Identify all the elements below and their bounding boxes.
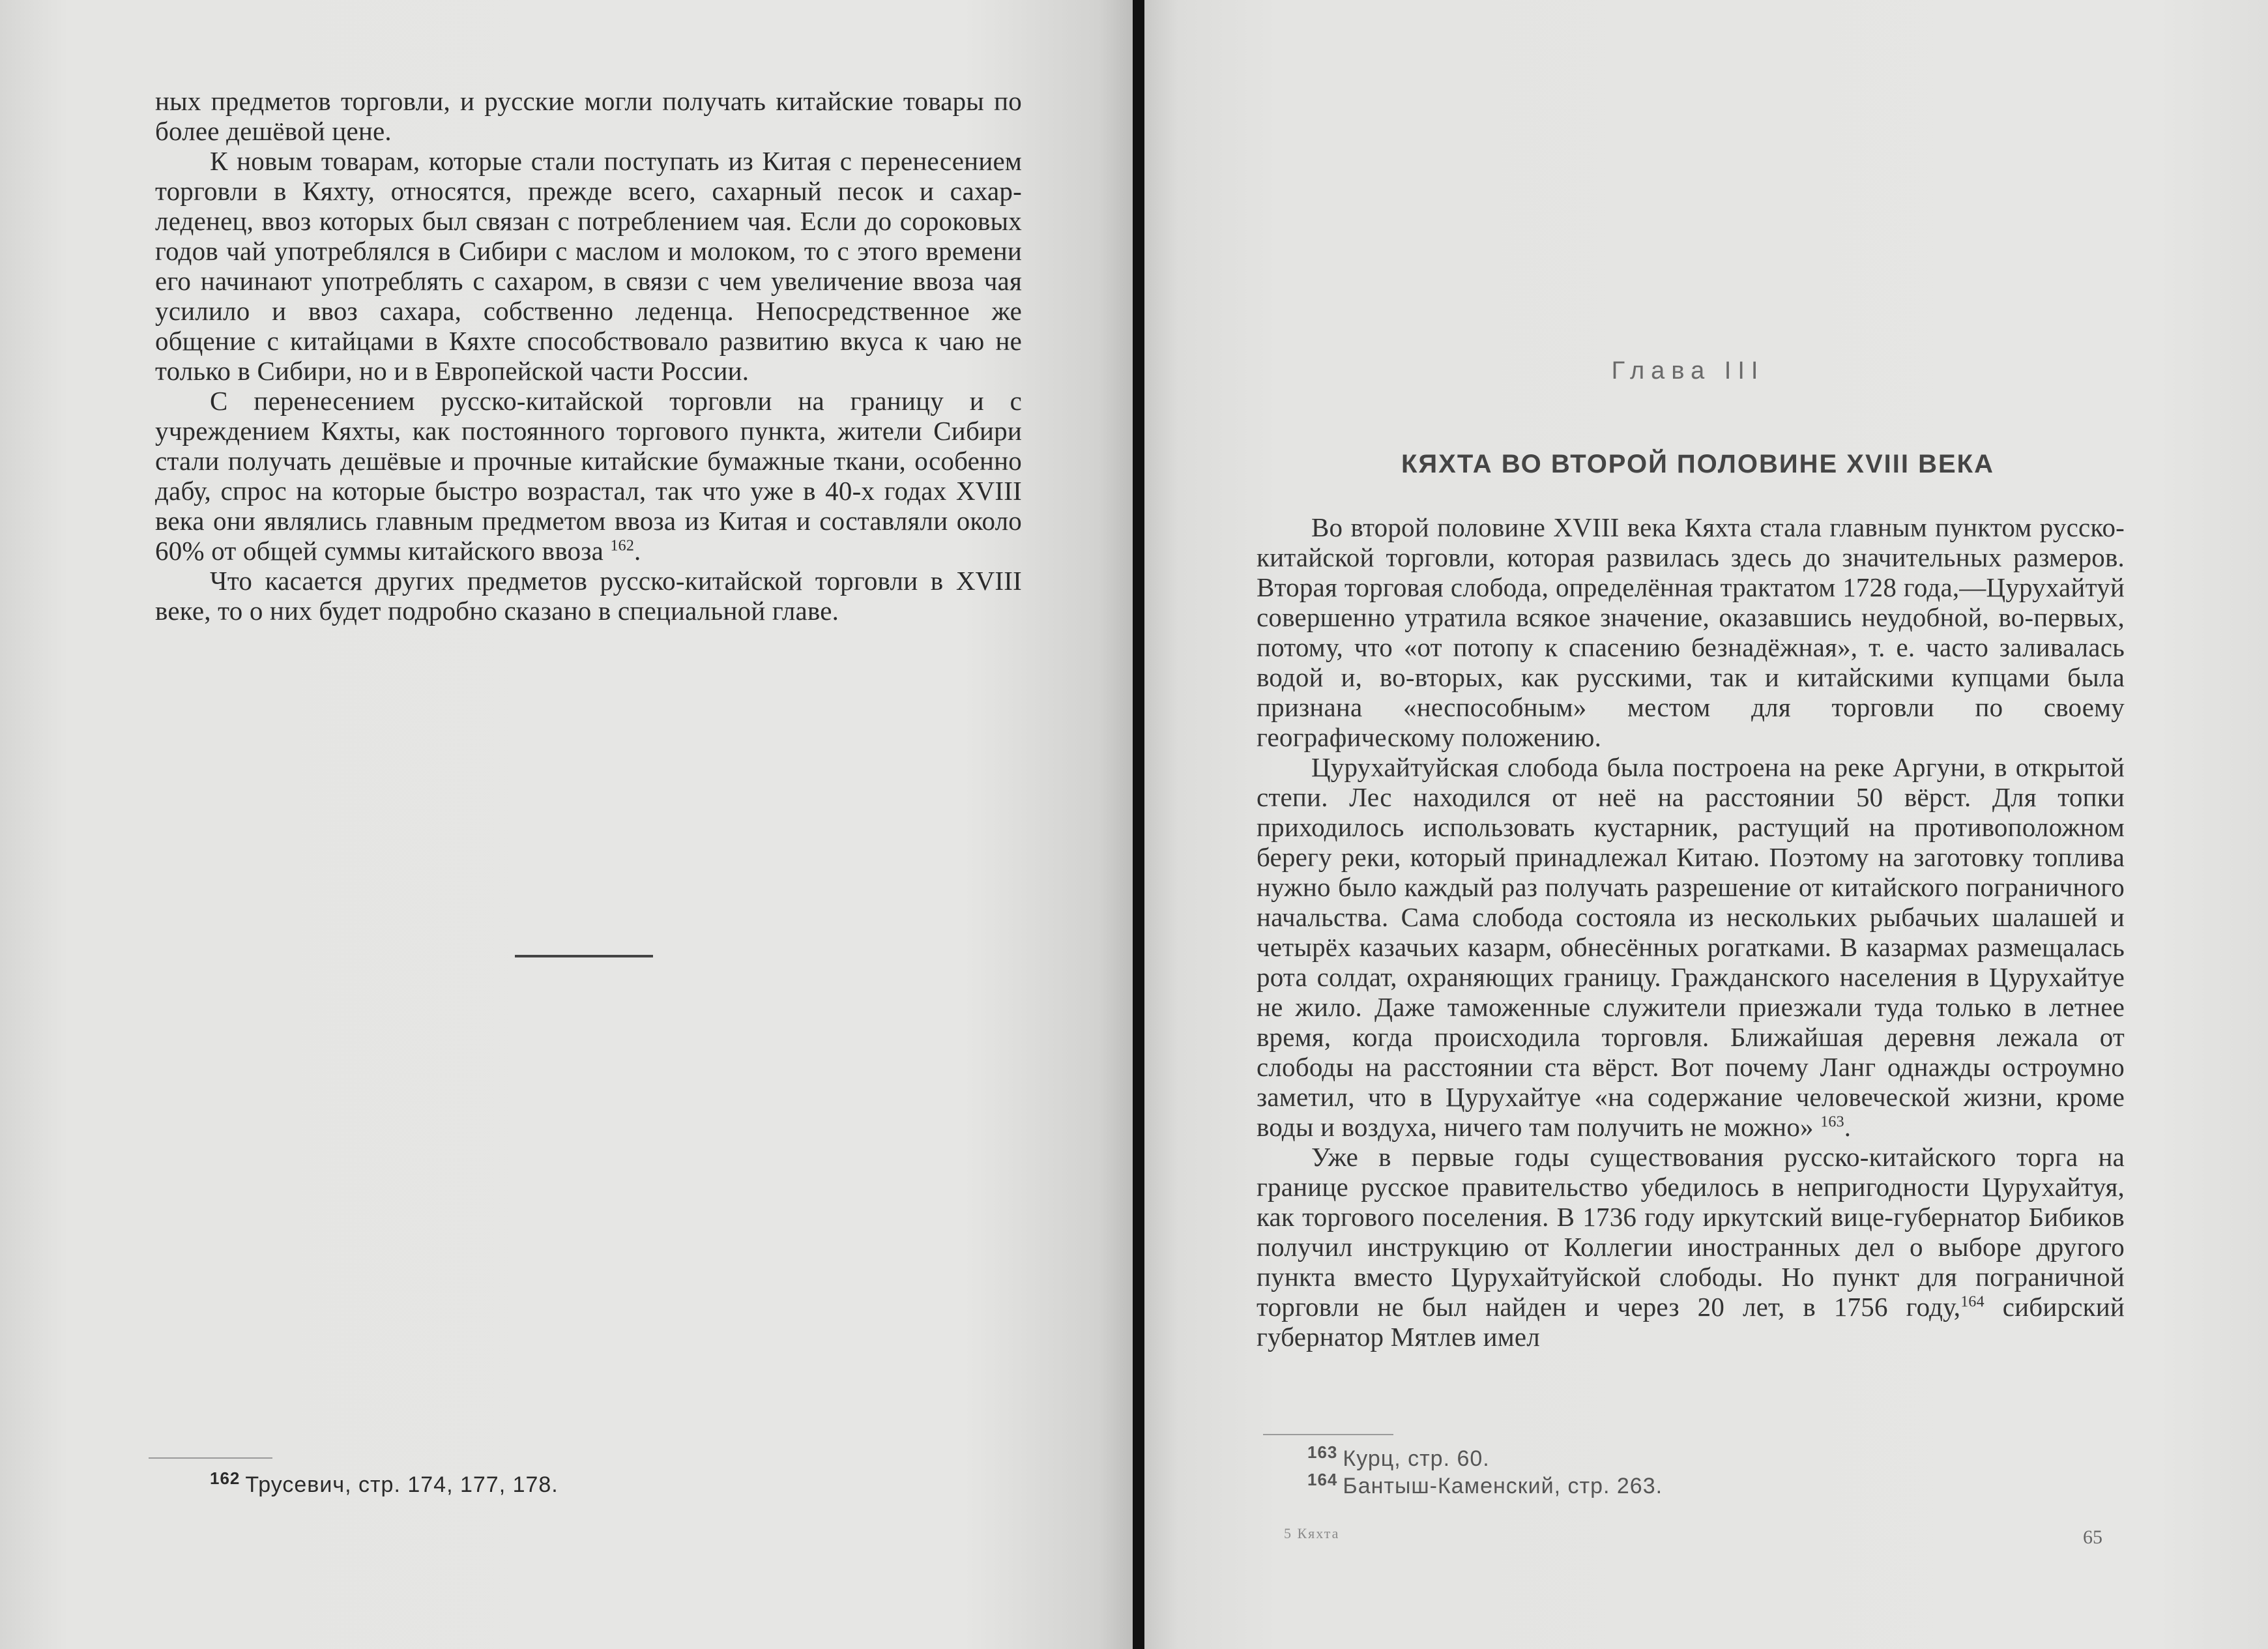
left-paragraph-4: Что касается других предметов русско-китайской торговли в XVIII веке, то о них будет подробно сказано в специальной главе. xyxy=(155,566,1022,626)
left-footnote xyxy=(210,1468,559,1498)
footnote-text: Трусевич, стр. 174, 177, 178. xyxy=(245,1472,559,1497)
footnote-text-163: Курц, стр. 60. xyxy=(1343,1446,1490,1471)
page-number: 65 xyxy=(2083,1526,2102,1548)
right-footnote-divider xyxy=(1263,1434,1393,1435)
chapter-title: КЯХТА ВО ВТОРОЙ ПОЛОВИНЕ XVIII ВЕКА xyxy=(1401,450,1994,478)
right-paragraph-2-text: Цурухайтуйская слобода была построена на реке Аргуни, в открытой степи. Лес находился от неё на расстоянии 50 вёрст. Для топки приходилось использовать кустарник, растущий на противоположном берегу реки, который принадлежал Китаю. Поэтому на заготовку топлива нужно было каждый раз получать разрешение от китайского пограничного начальства. Сама слобода состояла из нескольких рыбачьих шалашей и четырёх казачьих казарм, обнесённых рогатками. В казармах размещалась рота солдат, охраняющих границу. Гражданского населения в Цурухайтуе не жило. Даже таможенные служители приезжали туда только в летнее время, когда происходила торговля. Ближайшая деревня лежала от слободы на расстоянии ста вёрст. Вот почему Ланг однажды остроумно заметил, что в Цурухайтуе «на содержание человеческой жизни, кроме воды и воздуха, ничего там получить не можно» xyxy=(1257,752,2125,1142)
right-body-text xyxy=(1257,512,2125,1352)
left-paragraph-3-text: С перенесением русско-китайской торговли на границу и с учреждением Кяхты, как постоянного торгового пункта, жители Сибири стали получать дешёвые и прочные китайские бумажные ткани, особенно дабу, спрос на которые быстро возрастал, так что уже в 40-х годах XVIII века они являлись главным предметом ввоза из Китая и составляли около 60% от общей суммы китайского ввоза xyxy=(155,386,1022,566)
right-footnote-163 xyxy=(1307,1442,1490,1472)
left-body-text xyxy=(155,86,1022,626)
printer-signature-mark: 5 Кяхта xyxy=(1284,1525,1340,1541)
left-paragraph-2: К новым товарам, которые стали поступать из Китая с перенесением торговли в Кяхту, относятся, прежде всего, сахарный песок и сахар-леденец, ввоз которых был связан с потреблением чая. Если до сороковых годов чай употреблялся в Сибири с маслом и молоком, то с этого времени его начинают употреблять с сахаром, в связи с чем увеличение ввоза чая усилило и ввоз сахара, собственно леденца. Непосредственное же общение с китайцами в Кяхте способствовало развитию вкуса к чаю не только в Сибири, но и в Европейской части России. xyxy=(155,146,1022,386)
left-paragraph-3: С перенесением русско-китайской торговли на границу и с учреждением Кяхты, как постоянного торгового пункта, жители Сибири стали получать дешёвые и прочные китайские бумажные ткани, особенно дабу, спрос на которые быстро возрастал, так что уже в 40-х годах XVIII века они являлись главным предметом ввоза из Китая и составляли около 60% от общей суммы китайского ввоза $^{162}$. xyxy=(155,386,1022,566)
right-footnote-164 xyxy=(1307,1469,1663,1499)
right-paragraph-3-tail: сибирский губернатор Мятлев имел xyxy=(1257,1292,2125,1352)
footnote-text-164: Бантыш-Каменский, стр. 263. xyxy=(1343,1474,1663,1498)
footnote-number: 162 xyxy=(210,1468,240,1488)
footnote-number-164: 164 xyxy=(1307,1469,1338,1489)
left-page xyxy=(0,0,1133,1649)
footnote-divider xyxy=(149,1457,272,1459)
footnote-ref-163: 163 xyxy=(1820,1113,1844,1131)
footnote-ref-162: 162 xyxy=(610,537,635,555)
book-spine xyxy=(1133,0,1144,1649)
footnote-ref-164: 164 xyxy=(1960,1293,1984,1311)
right-paragraph-3 xyxy=(1257,1142,2125,1352)
right-paragraph-2: Цурухайтуйская слобода была построена на реке Аргуни, в открытой степи. Лес находился от неё на расстоянии 50 вёрст. Для топки приходилось использовать кустарник, растущий на противоположном берегу реки, который принадлежал Китаю. Поэтому на заготовку топлива нужно было каждый раз получать разрешение от китайского пограничного начальства. Сама слобода состояла из нескольких рыбачьих шалашей и четырёх казачьих казарм, обнесённых рогатками. В казармах размещалась рота солдат, охраняющих границу. Гражданского населения в Цурухайтуе не жило. Даже таможенные служители приезжали туда только в летнее время, когда происходила торговля. Ближайшая деревня лежала от слободы на расстоянии ста вёрст. Вот почему Ланг однажды остроумно заметил, что в Цурухайтуе «на содержание человеческой жизни, кроме воды и воздуха, ничего там получить не можно» $^{163}$. xyxy=(1257,752,2125,1142)
chapter-label: Глава III xyxy=(1611,357,1765,385)
right-paragraph-1: Во второй половине XVIII века Кяхта стала главным пунктом русско-китайской торговли, которая развилась здесь до значительных размеров. Вторая торговая слобода, определённая трактатом 1728 года,—Цурухайтуй совершенно утратила всякое значение, оказавшись неудобной, во-первых, потому, что «от потопу к спасению безнадёжная», т. е. часто заливалась водой и, во-вторых, как русскими, так и китайскими купцами была признана «неспособным» местом для торговли по своему географическому положению. xyxy=(1257,512,2125,752)
section-end-rule xyxy=(515,955,653,957)
left-paragraph-1: ных предметов торговли, и русские могли получать китайские товары по более дешёвой цене. xyxy=(155,86,1022,146)
footnote-number-163: 163 xyxy=(1307,1442,1338,1462)
right-paragraph-3-text: Уже в первые годы существования русско-китайского торга на границе русское правительство убедилось в непригодности Цурухайтуя, как торгового поселения. В 1736 году иркутский вице-губернатор Бибиков получил инструкцию от Коллегии иностранных дел о выборе другого пункта вместо Цурухайтуйской слободы. Но пункт для пограничной торговли не был найден и через 20 лет, в 1756 году, xyxy=(1257,1142,2125,1322)
